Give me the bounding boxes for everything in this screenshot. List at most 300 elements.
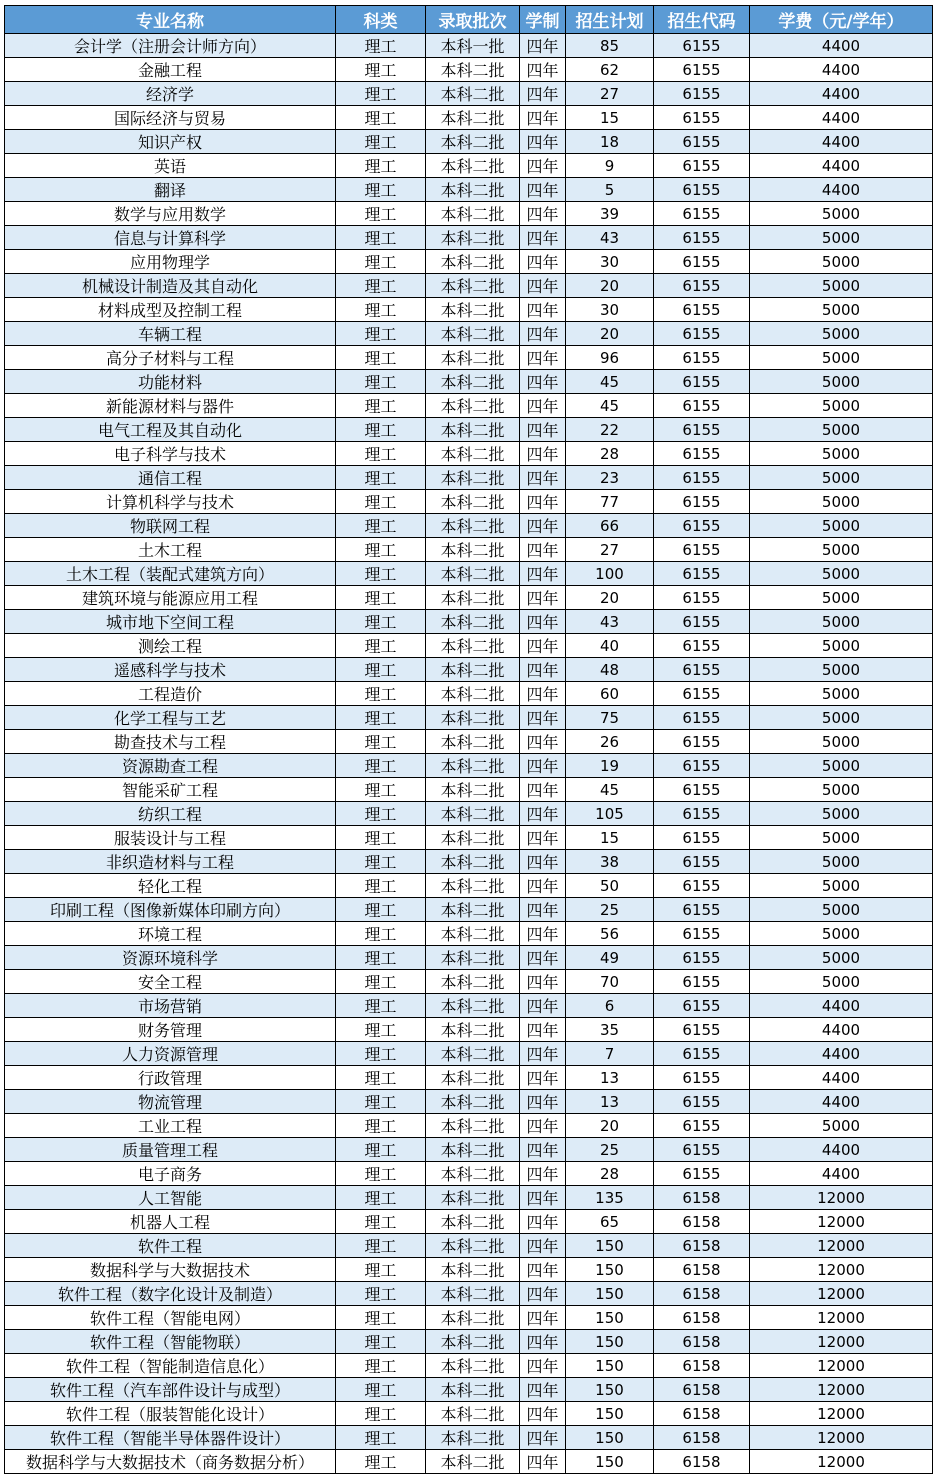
plan-count-cell: 40 [566, 634, 654, 658]
enrollment-code-cell: 6155 [654, 778, 750, 802]
major-name-cell: 软件工程 [5, 1234, 336, 1258]
duration-cell: 四年 [520, 442, 566, 466]
category-cell: 理工 [336, 730, 426, 754]
tuition-cell: 12000 [750, 1402, 933, 1426]
tuition-cell: 12000 [750, 1330, 933, 1354]
category-cell: 理工 [336, 1450, 426, 1474]
plan-count-cell: 150 [566, 1234, 654, 1258]
column-header-batch: 录取批次 [426, 6, 520, 34]
table-row [5, 226, 933, 250]
category-cell: 理工 [336, 874, 426, 898]
major-name-cell: 数据科学与大数据技术 [5, 1258, 336, 1282]
table-row [5, 1090, 933, 1114]
category-cell: 理工 [336, 322, 426, 346]
duration-cell: 四年 [520, 418, 566, 442]
table-header-row [5, 6, 933, 34]
table-row [5, 802, 933, 826]
duration-cell: 四年 [520, 874, 566, 898]
major-name-cell: 软件工程（智能电网） [5, 1306, 336, 1330]
tuition-cell: 5000 [750, 778, 933, 802]
tuition-cell: 5000 [750, 706, 933, 730]
tuition-cell: 4400 [750, 130, 933, 154]
batch-cell: 本科二批 [426, 1114, 520, 1138]
column-header-category: 科类 [336, 6, 426, 34]
duration-cell: 四年 [520, 274, 566, 298]
tuition-cell: 12000 [750, 1306, 933, 1330]
table-row [5, 58, 933, 82]
major-name-cell: 会计学（注册会计师方向） [5, 34, 336, 58]
batch-cell: 本科二批 [426, 58, 520, 82]
table-row [5, 562, 933, 586]
duration-cell: 四年 [520, 1378, 566, 1402]
enrollment-code-cell: 6155 [654, 322, 750, 346]
major-name-cell: 纺织工程 [5, 802, 336, 826]
column-header-tuition: 学费（元/学年） [750, 6, 933, 34]
major-name-cell: 车辆工程 [5, 322, 336, 346]
tuition-cell: 5000 [750, 754, 933, 778]
enrollment-code-cell: 6158 [654, 1426, 750, 1450]
category-cell: 理工 [336, 202, 426, 226]
column-header-code: 招生代码 [654, 6, 750, 34]
column-header-major: 专业名称 [5, 6, 336, 34]
plan-count-cell: 26 [566, 730, 654, 754]
duration-cell: 四年 [520, 226, 566, 250]
table-row [5, 106, 933, 130]
plan-count-cell: 20 [566, 274, 654, 298]
table-row [5, 1138, 933, 1162]
duration-cell: 四年 [520, 1402, 566, 1426]
plan-count-cell: 23 [566, 466, 654, 490]
batch-cell: 本科二批 [426, 442, 520, 466]
batch-cell: 本科二批 [426, 754, 520, 778]
major-name-cell: 市场营销 [5, 994, 336, 1018]
table-row [5, 946, 933, 970]
enrollment-code-cell: 6155 [654, 706, 750, 730]
table-row [5, 610, 933, 634]
batch-cell: 本科二批 [426, 274, 520, 298]
duration-cell: 四年 [520, 1018, 566, 1042]
plan-count-cell: 77 [566, 490, 654, 514]
table-row [5, 346, 933, 370]
major-name-cell: 高分子材料与工程 [5, 346, 336, 370]
batch-cell: 本科二批 [426, 1042, 520, 1066]
plan-count-cell: 13 [566, 1066, 654, 1090]
tuition-cell: 5000 [750, 1114, 933, 1138]
plan-count-cell: 150 [566, 1402, 654, 1426]
table-row [5, 370, 933, 394]
duration-cell: 四年 [520, 1258, 566, 1282]
batch-cell: 本科二批 [426, 418, 520, 442]
major-name-cell: 城市地下空间工程 [5, 610, 336, 634]
enrollment-code-cell: 6158 [654, 1282, 750, 1306]
category-cell: 理工 [336, 1426, 426, 1450]
plan-count-cell: 150 [566, 1378, 654, 1402]
major-name-cell: 知识产权 [5, 130, 336, 154]
category-cell: 理工 [336, 1090, 426, 1114]
tuition-cell: 12000 [750, 1354, 933, 1378]
enrollment-code-cell: 6158 [654, 1306, 750, 1330]
table-row [5, 874, 933, 898]
plan-count-cell: 43 [566, 226, 654, 250]
plan-count-cell: 28 [566, 442, 654, 466]
major-name-cell: 材料成型及控制工程 [5, 298, 336, 322]
batch-cell: 本科二批 [426, 370, 520, 394]
major-name-cell: 软件工程（智能半导体器件设计） [5, 1426, 336, 1450]
enrollment-code-cell: 6155 [654, 394, 750, 418]
enrollment-code-cell: 6158 [654, 1378, 750, 1402]
category-cell: 理工 [336, 1186, 426, 1210]
major-name-cell: 服装设计与工程 [5, 826, 336, 850]
table-row [5, 1234, 933, 1258]
enrollment-code-cell: 6155 [654, 346, 750, 370]
major-name-cell: 国际经济与贸易 [5, 106, 336, 130]
category-cell: 理工 [336, 1354, 426, 1378]
duration-cell: 四年 [520, 1138, 566, 1162]
tuition-cell: 4400 [750, 58, 933, 82]
plan-count-cell: 45 [566, 394, 654, 418]
enrollment-code-cell: 6155 [654, 370, 750, 394]
enrollment-code-cell: 6155 [654, 850, 750, 874]
plan-count-cell: 38 [566, 850, 654, 874]
enrollment-code-cell: 6155 [654, 610, 750, 634]
table-row [5, 1066, 933, 1090]
category-cell: 理工 [336, 1114, 426, 1138]
batch-cell: 本科二批 [426, 538, 520, 562]
table-body [5, 34, 933, 1474]
category-cell: 理工 [336, 82, 426, 106]
duration-cell: 四年 [520, 730, 566, 754]
batch-cell: 本科二批 [426, 1018, 520, 1042]
batch-cell: 本科二批 [426, 178, 520, 202]
major-name-cell: 机械设计制造及其自动化 [5, 274, 336, 298]
category-cell: 理工 [336, 394, 426, 418]
category-cell: 理工 [336, 1042, 426, 1066]
category-cell: 理工 [336, 706, 426, 730]
major-name-cell: 物流管理 [5, 1090, 336, 1114]
tuition-cell: 5000 [750, 562, 933, 586]
batch-cell: 本科二批 [426, 490, 520, 514]
tuition-cell: 4400 [750, 1090, 933, 1114]
table-row [5, 514, 933, 538]
batch-cell: 本科二批 [426, 1402, 520, 1426]
plan-count-cell: 19 [566, 754, 654, 778]
plan-count-cell: 150 [566, 1282, 654, 1306]
category-cell: 理工 [336, 658, 426, 682]
major-name-cell: 轻化工程 [5, 874, 336, 898]
enrollment-code-cell: 6155 [654, 562, 750, 586]
major-name-cell: 人工智能 [5, 1186, 336, 1210]
duration-cell: 四年 [520, 634, 566, 658]
enrollment-code-cell: 6155 [654, 106, 750, 130]
batch-cell: 本科二批 [426, 322, 520, 346]
major-name-cell: 资源勘查工程 [5, 754, 336, 778]
enrollment-code-cell: 6155 [654, 490, 750, 514]
table-row [5, 1378, 933, 1402]
category-cell: 理工 [336, 1162, 426, 1186]
enrollment-code-cell: 6155 [654, 730, 750, 754]
batch-cell: 本科二批 [426, 1138, 520, 1162]
major-name-cell: 安全工程 [5, 970, 336, 994]
duration-cell: 四年 [520, 778, 566, 802]
table-row [5, 178, 933, 202]
category-cell: 理工 [336, 1378, 426, 1402]
plan-count-cell: 45 [566, 370, 654, 394]
enrollment-code-cell: 6155 [654, 1042, 750, 1066]
enrollment-code-cell: 6155 [654, 1138, 750, 1162]
category-cell: 理工 [336, 274, 426, 298]
table-row [5, 1258, 933, 1282]
table-row [5, 994, 933, 1018]
plan-count-cell: 30 [566, 250, 654, 274]
enrollment-code-cell: 6155 [654, 58, 750, 82]
major-name-cell: 环境工程 [5, 922, 336, 946]
batch-cell: 本科二批 [426, 514, 520, 538]
table-row [5, 634, 933, 658]
category-cell: 理工 [336, 1210, 426, 1234]
table-row [5, 682, 933, 706]
major-name-cell: 计算机科学与技术 [5, 490, 336, 514]
enrollment-code-cell: 6155 [654, 178, 750, 202]
enrollment-code-cell: 6155 [654, 658, 750, 682]
duration-cell: 四年 [520, 706, 566, 730]
table-row [5, 1282, 933, 1306]
table-row [5, 826, 933, 850]
major-name-cell: 测绘工程 [5, 634, 336, 658]
major-name-cell: 软件工程（智能制造信息化） [5, 1354, 336, 1378]
enrollment-code-cell: 6158 [654, 1258, 750, 1282]
enrollment-code-cell: 6155 [654, 202, 750, 226]
enrollment-code-cell: 6155 [654, 1066, 750, 1090]
duration-cell: 四年 [520, 850, 566, 874]
batch-cell: 本科二批 [426, 946, 520, 970]
category-cell: 理工 [336, 154, 426, 178]
duration-cell: 四年 [520, 298, 566, 322]
duration-cell: 四年 [520, 970, 566, 994]
table-row [5, 298, 933, 322]
table-row [5, 922, 933, 946]
tuition-cell: 4400 [750, 178, 933, 202]
category-cell: 理工 [336, 1258, 426, 1282]
duration-cell: 四年 [520, 34, 566, 58]
category-cell: 理工 [336, 1306, 426, 1330]
category-cell: 理工 [336, 1138, 426, 1162]
major-name-cell: 数据科学与大数据技术（商务数据分析） [5, 1450, 336, 1474]
plan-count-cell: 35 [566, 1018, 654, 1042]
duration-cell: 四年 [520, 106, 566, 130]
major-name-cell: 物联网工程 [5, 514, 336, 538]
major-name-cell: 财务管理 [5, 1018, 336, 1042]
batch-cell: 本科二批 [426, 226, 520, 250]
duration-cell: 四年 [520, 490, 566, 514]
enrollment-code-cell: 6155 [654, 466, 750, 490]
duration-cell: 四年 [520, 1426, 566, 1450]
enrollment-code-cell: 6155 [654, 514, 750, 538]
batch-cell: 本科二批 [426, 298, 520, 322]
tuition-cell: 5000 [750, 898, 933, 922]
table-row [5, 754, 933, 778]
plan-count-cell: 20 [566, 586, 654, 610]
plan-count-cell: 62 [566, 58, 654, 82]
enrollment-code-cell: 6155 [654, 1090, 750, 1114]
duration-cell: 四年 [520, 1234, 566, 1258]
plan-count-cell: 13 [566, 1090, 654, 1114]
table-row [5, 1018, 933, 1042]
table-row [5, 202, 933, 226]
category-cell: 理工 [336, 298, 426, 322]
duration-cell: 四年 [520, 58, 566, 82]
batch-cell: 本科二批 [426, 1162, 520, 1186]
tuition-cell: 5000 [750, 970, 933, 994]
major-name-cell: 工程造价 [5, 682, 336, 706]
batch-cell: 本科二批 [426, 1306, 520, 1330]
table-row [5, 1210, 933, 1234]
plan-count-cell: 43 [566, 610, 654, 634]
major-name-cell: 新能源材料与器件 [5, 394, 336, 418]
batch-cell: 本科二批 [426, 1090, 520, 1114]
plan-count-cell: 15 [566, 826, 654, 850]
tuition-cell: 5000 [750, 442, 933, 466]
plan-count-cell: 28 [566, 1162, 654, 1186]
table-row [5, 418, 933, 442]
duration-cell: 四年 [520, 826, 566, 850]
tuition-cell: 5000 [750, 322, 933, 346]
duration-cell: 四年 [520, 370, 566, 394]
category-cell: 理工 [336, 130, 426, 154]
table-row [5, 778, 933, 802]
plan-count-cell: 27 [566, 538, 654, 562]
batch-cell: 本科二批 [426, 802, 520, 826]
plan-count-cell: 6 [566, 994, 654, 1018]
table-row [5, 970, 933, 994]
tuition-cell: 5000 [750, 682, 933, 706]
enrollment-code-cell: 6155 [654, 538, 750, 562]
plan-count-cell: 150 [566, 1306, 654, 1330]
category-cell: 理工 [336, 346, 426, 370]
batch-cell: 本科二批 [426, 826, 520, 850]
plan-count-cell: 48 [566, 658, 654, 682]
major-name-cell: 翻译 [5, 178, 336, 202]
major-name-cell: 通信工程 [5, 466, 336, 490]
category-cell: 理工 [336, 370, 426, 394]
category-cell: 理工 [336, 970, 426, 994]
category-cell: 理工 [336, 490, 426, 514]
table-row [5, 250, 933, 274]
category-cell: 理工 [336, 1066, 426, 1090]
category-cell: 理工 [336, 850, 426, 874]
major-name-cell: 软件工程（数字化设计及制造） [5, 1282, 336, 1306]
enrollment-code-cell: 6155 [654, 826, 750, 850]
batch-cell: 本科二批 [426, 1234, 520, 1258]
enrollment-code-cell: 6158 [654, 1186, 750, 1210]
enrollment-code-cell: 6155 [654, 1114, 750, 1138]
plan-count-cell: 25 [566, 1138, 654, 1162]
major-name-cell: 非织造材料与工程 [5, 850, 336, 874]
batch-cell: 本科二批 [426, 562, 520, 586]
major-name-cell: 资源环境科学 [5, 946, 336, 970]
category-cell: 理工 [336, 610, 426, 634]
major-name-cell: 软件工程（服装智能化设计） [5, 1402, 336, 1426]
plan-count-cell: 60 [566, 682, 654, 706]
batch-cell: 本科二批 [426, 130, 520, 154]
table-row [5, 658, 933, 682]
major-name-cell: 人力资源管理 [5, 1042, 336, 1066]
major-name-cell: 印刷工程（图像新媒体印刷方向） [5, 898, 336, 922]
batch-cell: 本科二批 [426, 346, 520, 370]
tuition-cell: 4400 [750, 1066, 933, 1090]
batch-cell: 本科二批 [426, 1378, 520, 1402]
table-row [5, 538, 933, 562]
tuition-cell: 4400 [750, 1042, 933, 1066]
category-cell: 理工 [336, 34, 426, 58]
table-row [5, 274, 933, 298]
enrollment-code-cell: 6158 [654, 1210, 750, 1234]
major-name-cell: 土木工程（装配式建筑方向） [5, 562, 336, 586]
duration-cell: 四年 [520, 610, 566, 634]
batch-cell: 本科二批 [426, 634, 520, 658]
plan-count-cell: 66 [566, 514, 654, 538]
tuition-cell: 5000 [750, 490, 933, 514]
duration-cell: 四年 [520, 802, 566, 826]
duration-cell: 四年 [520, 1090, 566, 1114]
batch-cell: 本科二批 [426, 250, 520, 274]
major-name-cell: 质量管理工程 [5, 1138, 336, 1162]
table-row [5, 394, 933, 418]
tuition-cell: 5000 [750, 610, 933, 634]
major-name-cell: 工业工程 [5, 1114, 336, 1138]
plan-count-cell: 7 [566, 1042, 654, 1066]
category-cell: 理工 [336, 442, 426, 466]
enrollment-code-cell: 6158 [654, 1402, 750, 1426]
column-header-plan: 招生计划 [566, 6, 654, 34]
plan-count-cell: 20 [566, 1114, 654, 1138]
category-cell: 理工 [336, 1330, 426, 1354]
plan-count-cell: 65 [566, 1210, 654, 1234]
batch-cell: 本科二批 [426, 994, 520, 1018]
plan-count-cell: 150 [566, 1450, 654, 1474]
duration-cell: 四年 [520, 346, 566, 370]
table-row [5, 1426, 933, 1450]
batch-cell: 本科二批 [426, 850, 520, 874]
category-cell: 理工 [336, 466, 426, 490]
batch-cell: 本科二批 [426, 1354, 520, 1378]
duration-cell: 四年 [520, 994, 566, 1018]
major-name-cell: 经济学 [5, 82, 336, 106]
major-name-cell: 金融工程 [5, 58, 336, 82]
category-cell: 理工 [336, 250, 426, 274]
enrollment-code-cell: 6158 [654, 1234, 750, 1258]
duration-cell: 四年 [520, 154, 566, 178]
major-name-cell: 信息与计算科学 [5, 226, 336, 250]
plan-count-cell: 135 [566, 1186, 654, 1210]
batch-cell: 本科二批 [426, 922, 520, 946]
table-row [5, 1306, 933, 1330]
category-cell: 理工 [336, 826, 426, 850]
table-row [5, 1042, 933, 1066]
enrollment-code-cell: 6155 [654, 130, 750, 154]
batch-cell: 本科二批 [426, 1450, 520, 1474]
major-name-cell: 电气工程及其自动化 [5, 418, 336, 442]
category-cell: 理工 [336, 994, 426, 1018]
category-cell: 理工 [336, 538, 426, 562]
tuition-cell: 12000 [750, 1210, 933, 1234]
tuition-cell: 5000 [750, 874, 933, 898]
major-name-cell: 行政管理 [5, 1066, 336, 1090]
category-cell: 理工 [336, 106, 426, 130]
table-row [5, 466, 933, 490]
tuition-cell: 5000 [750, 394, 933, 418]
batch-cell: 本科二批 [426, 202, 520, 226]
duration-cell: 四年 [520, 562, 566, 586]
